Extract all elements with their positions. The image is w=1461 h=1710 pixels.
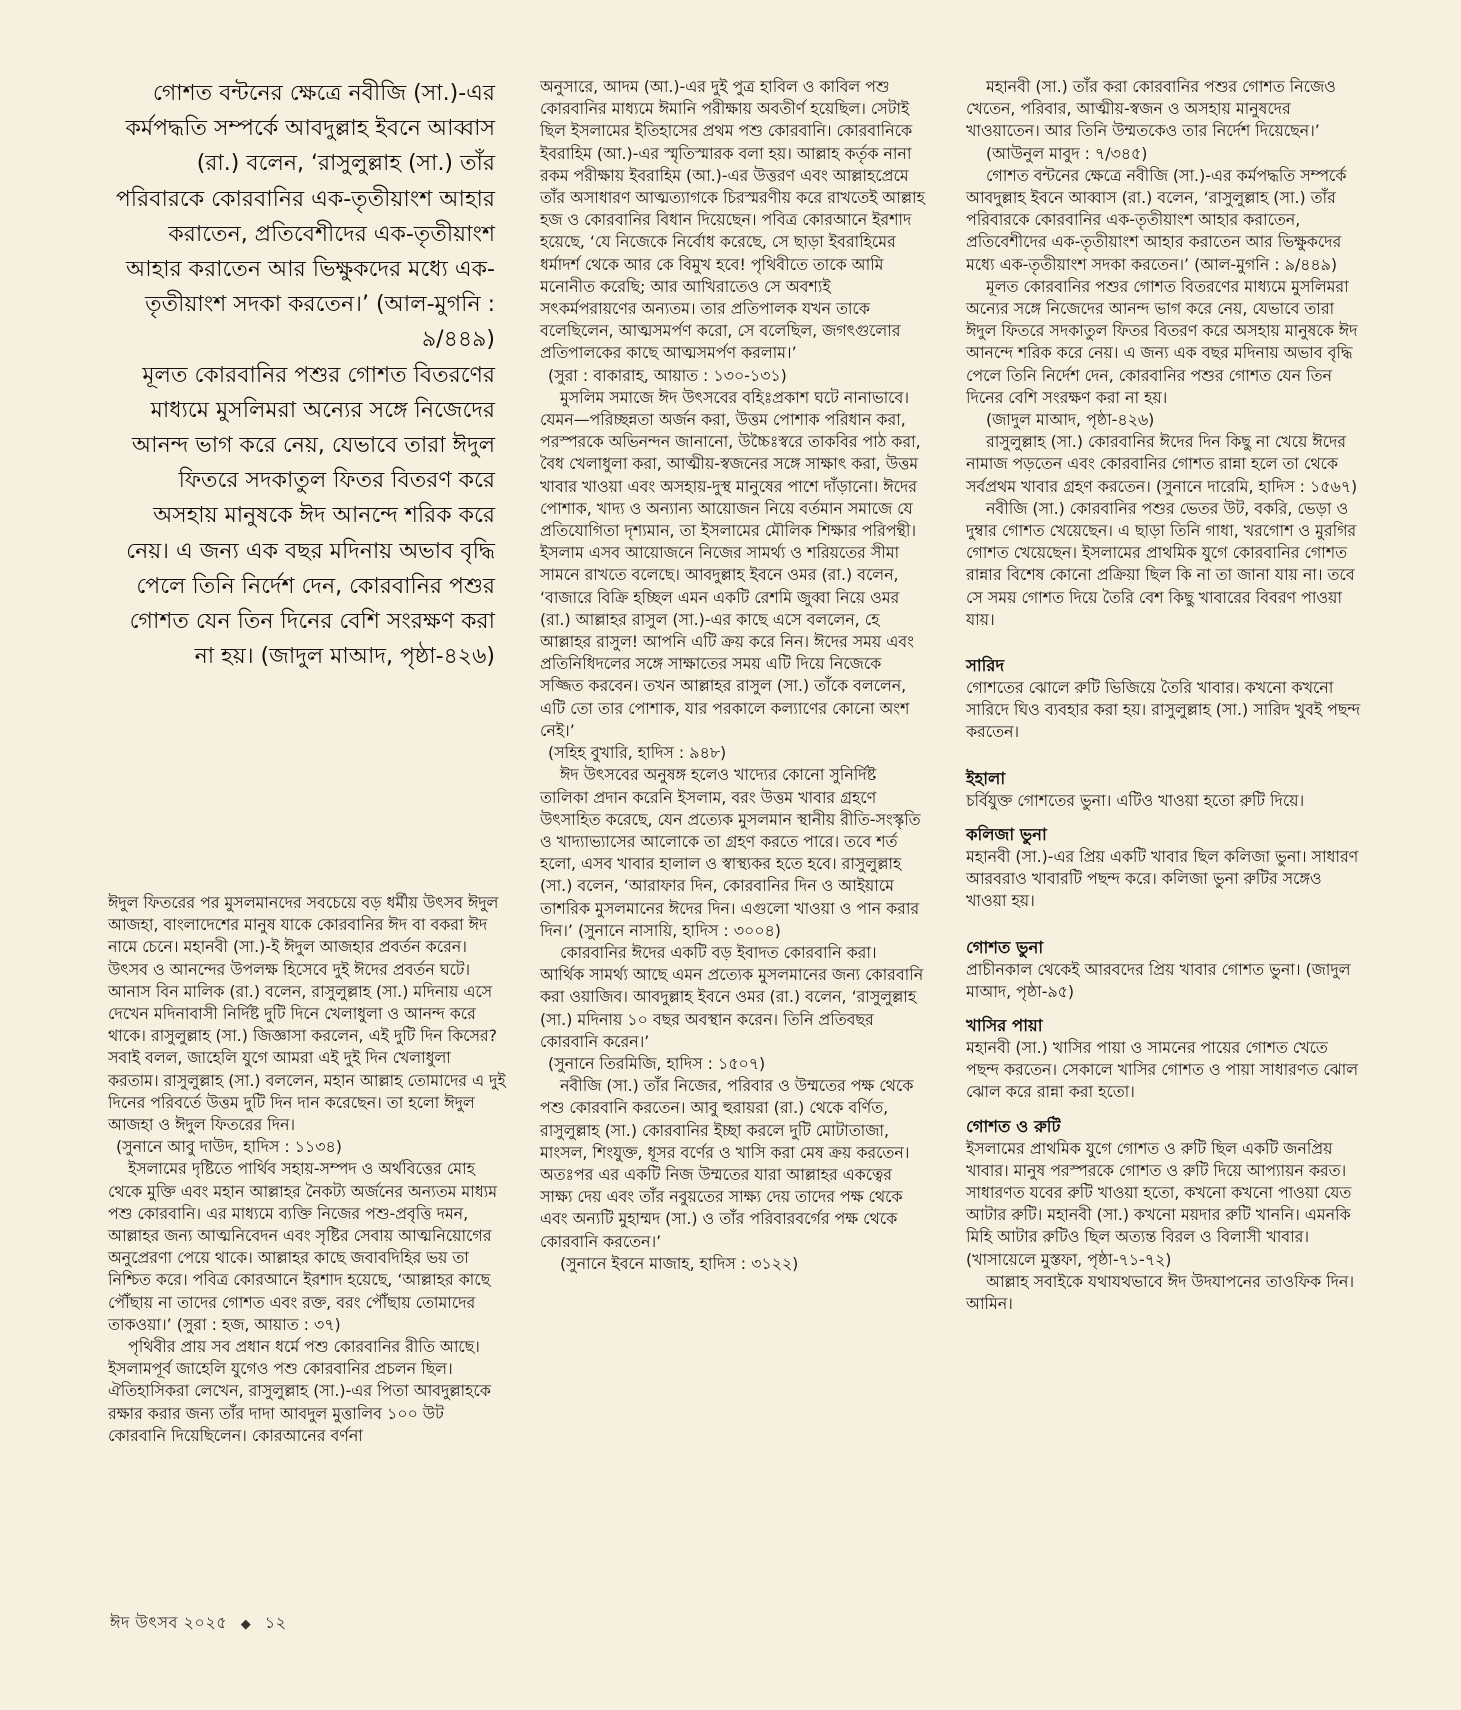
dish-section	[966, 655, 1361, 744]
citation: (সহিহ বুখারি, হাদিস : ৯৪৮)	[548, 743, 727, 763]
dish-heading: কলিজা ভুনা	[966, 824, 1047, 844]
pull-quote-paragraph: মূলত কোরবানির পশুর গোশত বিতরণের মাধ্যমে মুসলিমরা অন্যের সঙ্গে নিজেদের আনন্দ ভাগ করে নেয়, যেভাবে তারা ঈদুল ফিতরে সদকাতুল ফিতর বিতরণ করে অসহায় মানুষকে ঈদ আনন্দে শরিক করে নেয়। এ জন্য এক বছর মদিনায় অভাব বৃদ্ধি পেলে তিনি নির্দেশ দেন, কোরবানির পশুর গোশত যেন তিন দিনের বেশি সংরক্ষণ করা না হয়। (জাদুল মাআদ, পৃষ্ঠা-৪২৬)	[126, 362, 495, 670]
paragraph: পৃথিবীর প্রায় সব প্রধান ধর্মে পশু কোরবানির রীতি আছে। ইসলামপূর্ব জাহেলি যুগেও পশু কোরবানির প্রচলন ছিল। ঐতিহাসিকরা লেখেন, রাসুলুল্লাহ (সা.)-এর পিতা আবদুল্লাহকে রক্ষার করার জন্য তাঁর দাদা আবদুল মুত্তালিব ১০০ উট কোরবানি দিয়েছিলেন। কোরআনের বর্ণনা	[108, 1337, 491, 1445]
dish-description: চর্বিযুক্ত গোশতের ভুনা। এটিও খাওয়া হতো রুটি দিয়ে।	[966, 790, 1305, 810]
dish-section	[966, 937, 1361, 1003]
citation: (খাসায়েলে মুস্তফা, পৃষ্ঠা-৭১-৭২)	[966, 1249, 1172, 1269]
paragraph: ইসলামের দৃষ্টিতে পার্থিব সহায়-সম্পদ ও অর্থবিত্তের মোহ থেকে মুক্তি এবং মহান আল্লাহর নৈকট্য অর্জনের অন্যতম মাধ্যম পশু কোরবানি। এর মাধ্যমে ব্যক্তি নিজের পশু-প্রবৃত্তি দমন, আল্লাহর জন্য আত্মনিবেদন এবং সৃষ্টির সেবায় আত্মনিয়োগের অনুপ্রেরণা পেয়ে থাকে। আল্লাহর কাছে জবাবদিহির ভয় তা নিশ্চিত করে। পবিত্র কোরআনে ইরশাদ হয়েছে, ‘আল্লাহর কাছে পৌঁছায় না তাদের গোশত এবং রক্ত, বরং পৌঁছায় তোমাদের তাকওয়া।’ (সুরা : হজ, আয়াত : ৩৭)	[108, 1159, 497, 1334]
citation: (সুনানে তিরমিজি, হাদিস : ১৫০৭)	[548, 1053, 766, 1073]
paragraph: মুসলিম সমাজে ঈদ উৎসবের বহিঃপ্রকাশ ঘটে নানাভাবে। যেমন—পরিচ্ছন্নতা অর্জন করা, উত্তম পোশাক পরিধান করা, পরস্পরকে অভিনন্দন জানানো, উচ্চৈঃস্বরে তাকবির পাঠ করা, বৈধ খেলাধুলা করা, আত্মীয়-স্বজনের সঙ্গে সাক্ষাৎ করা, উত্তম খাবার খাওয়া এবং অসহায়-দুস্থ মানুষের পাশে দাঁড়ানো। ঈদের পোশাক, খাদ্য ও অন্যান্য আয়োজন নিয়ে বর্তমান সমাজে যে প্রতিযোগিতা দৃশ্যমান, তা ইসলামের মৌলিক শিক্ষার পরিপন্থী। ইসলাম এসব আয়োজনে নিজের সামর্থ্য ও শরিয়তের সীমা সামনে রাখতে বলেছে। আবদুল্লাহ ইবনে ওমর (রা.) বলেন, ‘বাজারে বিক্রি হচ্ছিল এমন একটি রেশমি জুব্বা নিয়ে ওমর (রা.) আল্লাহর রাসুল (সা.)-এর কাছে এসে বললেন, হে আল্লাহর রাসুল! আপনি এটি ক্রয় করে নিন। ঈদের সময় এবং প্রতিনিধিদলের সঙ্গে সাক্ষাতের সময় এটি দিয়ে নিজেকে সজ্জিত করবেন। তখন আল্লাহর রাসুল (সা.) তাঁকে বললেন, এটি তো তার পোশাক, যার পরকালে কল্যাণের কোনো অংশ নেই।’	[540, 387, 921, 740]
citation: (জাদুল মাআদ, পৃষ্ঠা-৪২৬)	[986, 410, 1155, 430]
column-2-body	[540, 76, 925, 1275]
dish-description: প্রাচীনকাল থেকেই আরবদের প্রিয় খাবার গোশত ভুনা। (জাদুল মাআদ, পৃষ্ঠা-৯৫)	[966, 959, 1351, 1001]
publication-name: ঈদ উৎসব ২০২৫	[110, 1613, 228, 1632]
dish-section	[966, 1116, 1361, 1271]
paragraph: নবীজি (সা.) তাঁর নিজের, পরিবার ও উম্মতের পক্ষ থেকে পশু কোরবানি করতেন। আবু হুরায়রা (রা.) থেকে বর্ণিত, রাসুলুল্লাহ (সা.) কোরবানির ইচ্ছা করলে দুটি মোটাতাজা, মাংসল, শিংযুক্ত, ধূসর বর্ণের ও খাসি করা মেষ ক্রয় করতেন। অতঃপর এর একটি নিজ উম্মতের যারা আল্লাহর একত্বের সাক্ষ্য দেয় এবং তাঁর নবুয়তের সাক্ষ্য দেয় তাদের পক্ষ থেকে এবং অন্যটি মুহাম্মদ (সা.) ও তাঁর পরিবারবর্গের পক্ষ থেকে কোরবানি করতেন।’	[540, 1076, 914, 1251]
pull-quote	[110, 76, 495, 674]
dish-heading: সারিদ	[966, 656, 1005, 676]
citation: (সুনানে ইবনে মাজাহ, হাদিস : ৩১২২)	[560, 1253, 799, 1273]
paragraph: কোরবানির ঈদের একটি বড় ইবাদত কোরবানি করা। আর্থিক সামর্থ্য আছে এমন প্রত্যেক মুসলমানের জন্য কোরবানি করা ওয়াজিব। আবদুল্লাহ ইবনে ওমর (রা.) বলেন, ‘রাসুলুল্লাহ (সা.) মদিনায় ১০ বছর অবস্থান করেন। তিনি প্রতিবছর কোরবানি করেন।’	[540, 942, 924, 1051]
dish-heading: খাসির পায়া	[966, 1015, 1043, 1035]
dish-section	[966, 768, 1361, 812]
paragraph: ঈদুল ফিতরের পর মুসলমানদের সবচেয়ে বড় ধর্মীয় উৎসব ঈদুল আজহা, বাংলাদেশের মানুষ যাকে কোরবানির ঈদ বা বকরা ঈদ নামে চেনে। মহানবী (সা.)-ই ঈদুল আজহার প্রবর্তন করেন। উৎসব ও আনন্দের উপলক্ষ হিসেবে দুই ঈদের প্রবর্তন ঘটে। আনাস বিন মালিক (রা.) বলেন, রাসুলুল্লাহ (সা.) মদিনায় এসে দেখেন মদিনাবাসী নির্দিষ্ট দুটি দিনে খেলাধুলা ও আনন্দ করে থাকে। রাসুলুল্লাহ (সা.) জিজ্ঞাসা করলেন, এই দুটি দিন কিসের? সবাই বলল, জাহেলি যুগে আমরা এই দুই দিন খেলাধুলা করতাম। রাসুলুল্লাহ (সা.) বললেন, মহান আল্লাহ তোমাদের এ দুই দিনের পরিবর্তে উত্তম দুটি দিন দান করেছেন। তা হলো ঈদুল আজহা ও ঈদুল ফিতরের দিন।	[108, 893, 506, 1135]
page-number: ১২	[264, 1613, 287, 1632]
paragraph: মূলত কোরবানির পশুর গোশত বিতরণের মাধ্যমে মুসলিমরা অন্যের সঙ্গে নিজেদের আনন্দ ভাগ করে নেয়, যেভাবে তারা ঈদুল ফিতরে সদকাতুল ফিতর বিতরণ করে অসহায় মানুষকে ঈদ আনন্দে শরিক করে নেয়। এ জন্য এক বছর মদিনায় অভাব বৃদ্ধি পেলে তিনি নির্দেশ দেন, কোরবানির পশুর গোশত যেন তিন দিনের বেশি সংরক্ষণ করা না হয়।	[966, 276, 1358, 407]
dish-description: মহানবী (সা.) খাসির পায়া ও সামনের পায়ের গোশত খেতে পছন্দ করতেন। সেকালে খাসির গোশত ও পায়া সাধারণত ঝোল ঝোল করে রান্না করা হতো।	[966, 1037, 1358, 1102]
dish-heading: গোশত ভুনা	[966, 937, 1044, 957]
dish-description: মহানবী (সা.)-এর প্রিয় একটি খাবার ছিল কলিজা ভুনা। সাধারণ আরবরাও খাবারটি পছন্দ করে। কলিজা ভুনা রুটির সঙ্গেও খাওয়া হয়।	[966, 846, 1359, 911]
page-footer	[110, 1610, 287, 1637]
diamond-separator-icon: ◆	[240, 1617, 252, 1632]
pull-quote-paragraph: গোশত বন্টনের ক্ষেত্রে নবীজি (সা.)-এর কর্মপদ্ধতি সম্পর্কে আবদুল্লাহ ইবনে আব্বাস (রা.) বলেন, ‘রাসুলুল্লাহ (সা.) তাঁর পরিবারকে কোরবানির এক-তৃতীয়াংশ আহার করাতেন, প্রতিবেশীদের এক-তৃতীয়াংশ আহার করাতেন আর ভিক্ষুকদের মধ্যে এক-তৃতীয়াংশ সদকা করতেন।’ (আল-মুগনি : ৯/৪৪৯)	[115, 81, 495, 353]
dish-section	[966, 824, 1361, 913]
column-3-body	[966, 76, 1361, 1315]
dish-description: গোশতের ঝোলে রুটি ভিজিয়ে তৈরি খাবার। কখনো কখনো সারিদে ঘিও ব্যবহার করা হয়। রাসুলুল্লাহ (সা.) সারিদ খুবই পছন্দ করতেন।	[966, 678, 1361, 742]
paragraph: অনুসারে, আদম (আ.)-এর দুই পুত্র হাবিল ও কাবিল পশু কোরবানির মাধ্যমে ঈমানি পরীক্ষায় অবতীর্ণ হয়েছিল। সেটাই ছিল ইসলামের ইতিহাসের প্রথম পশু কোরবানি। কোরবানিকে ইবরাহিম (আ.)-এর স্মৃতিস্মারক বলা হয়। আল্লাহ কর্তৃক নানা রকম পরীক্ষায় ইবরাহিম (আ.)-এর উত্তরণ এবং আল্লাহপ্রেমে তাঁর অসাধারণ আত্মত্যাগকে চিরস্মরণীয় করে রাখতেই আল্লাহ হজ ও কোরবানির বিধান দিয়েছেন। পবিত্র কোরআনে ইরশাদ হয়েছে, ‘যে নিজেকে নির্বোধ করেছে, সে ছাড়া ইবরাহিমের ধর্মাদর্শ থেকে আর কে বিমুখ হবে! পৃথিবীতে তাকে আমি মনোনীত করেছি; আর আখিরাতেও সে অবশ্যই সৎকর্মপরায়ণের অন্যতম। তার প্রতিপালক যখন তাকে বলেছিলেন, আত্মসমর্পণ করো, সে বলেছিল, জগৎগুলোর প্রতিপালকের কাছে আত্মসমর্পণ করলাম।’	[540, 77, 925, 363]
column-1-body	[108, 892, 506, 1447]
paragraph: ঈদ উৎসবের অনুষঙ্গ হলেও খাদ্যের কোনো সুনির্দিষ্ট তালিকা প্রদান করেনি ইসলাম, বরং উত্তম খাবার গ্রহণে উৎসাহিত করেছে, যেন প্রত্যেক মুসলমান স্থানীয় রীতি-সংস্কৃতি ও খাদ্যাভ্যাসের আলোকে তা গ্রহণ করতে পারে। তবে শর্ত হলো, এসব খাবার হালাল ও স্বাস্থ্যকর হতে হবে। রাসুলুল্লাহ (সা.) বলেন, ‘আরাফার দিন, কোরবানির দিন ও আইয়ামে তাশরিক মুসলমানের ঈদের দিন। এগুলো খাওয়া ও পান করার দিন।’ (সুনানে নাসায়ি, হাদিস : ৩০০৪)	[540, 765, 921, 940]
citation: (আউনুল মাবুদ : ৭/৩৪৫)	[986, 143, 1148, 163]
paragraph: নবীজি (সা.) কোরবানির পশুর ভেতর উট, বকরি, ভেড়া ও দুম্বার গোশত খেয়েছেন। এ ছাড়া তিনি গাধা, খরগোশ ও মুরগির গোশত খেয়েছেন। ইসলামের প্রাথমিক যুগে কোরবানির গোশত রান্নার বিশেষ কোনো প্রক্রিয়া ছিল কি না তা জানা যায় না। তবে সে সময় গোশত দিয়ে তৈরি বেশ কিছু খাবারের বিবরণ পাওয়া যায়।	[966, 498, 1357, 629]
dish-heading: গোশত ও রুটি	[966, 1116, 1061, 1136]
paragraph: রাসুলুল্লাহ (সা.) কোরবানির ঈদের দিন কিছু না খেয়ে ঈদের নামাজ পড়তেন এবং কোরবানির গোশত রান্না হলে তা থেকে সর্বপ্রথম খাবার গ্রহণ করতেন। (সুনানে দারেমি, হাদিস : ১৫৬৭)	[966, 432, 1358, 496]
paragraph: মহানবী (সা.) তাঁর করা কোরবানির পশুর গোশত নিজেও খেতেন, পরিবার, আত্মীয়-স্বজন ও অসহায় মানুষদের খাওয়াতেন। আর তিনি উম্মতকেও তার নির্দেশ দিয়েছেন।’	[966, 77, 1336, 141]
dish-description: ইসলামের প্রাথমিক যুগে গোশত ও রুটি ছিল একটি জনপ্রিয় খাবার। মানুষ পরস্পরকে গোশত ও রুটি দিয়ে আপ্যায়ন করত। সাধারণত যবের রুটি খাওয়া হতো, কখনো কখনো পাওয়া যেত আটার রুটি। মহানবী (সা.) কখনো ময়দার রুটি খাননি। এমনকি মিহি আটার রুটিও ছিল অত্যন্ত বিরল ও বিলাসী খাবার।	[966, 1138, 1352, 1247]
dish-heading: ইহালা	[966, 768, 1006, 788]
closing-prayer: আল্লাহ সবাইকে যথাযথভাবে ঈদ উদযাপনের তাওফিক দিন। আমিন।	[966, 1271, 1354, 1313]
citation: (সুনানে আবু দাউদ, হাদিস : ১১৩৪)	[116, 1137, 342, 1157]
dish-section	[966, 1015, 1361, 1104]
citation: (সুরা : বাকারাহ, আয়াত : ১৩০-১৩১)	[548, 365, 787, 385]
paragraph: গোশত বন্টনের ক্ষেত্রে নবীজি (সা.)-এর কর্মপদ্ধতি সম্পর্কে আবদুল্লাহ ইবনে আব্বাস (রা.) বলেন, ‘রাসুলুল্লাহ (সা.) তাঁর পরিবারকে কোরবানির এক-তৃতীয়াংশ আহার করাতেন, প্রতিবেশীদের এক-তৃতীয়াংশ আহার করাতেন আর ভিক্ষুকদের মধ্যে এক-তৃতীয়াংশ সদকা করতেন।’ (আল-মুগনি : ৯/৪৪৯)	[966, 165, 1347, 274]
